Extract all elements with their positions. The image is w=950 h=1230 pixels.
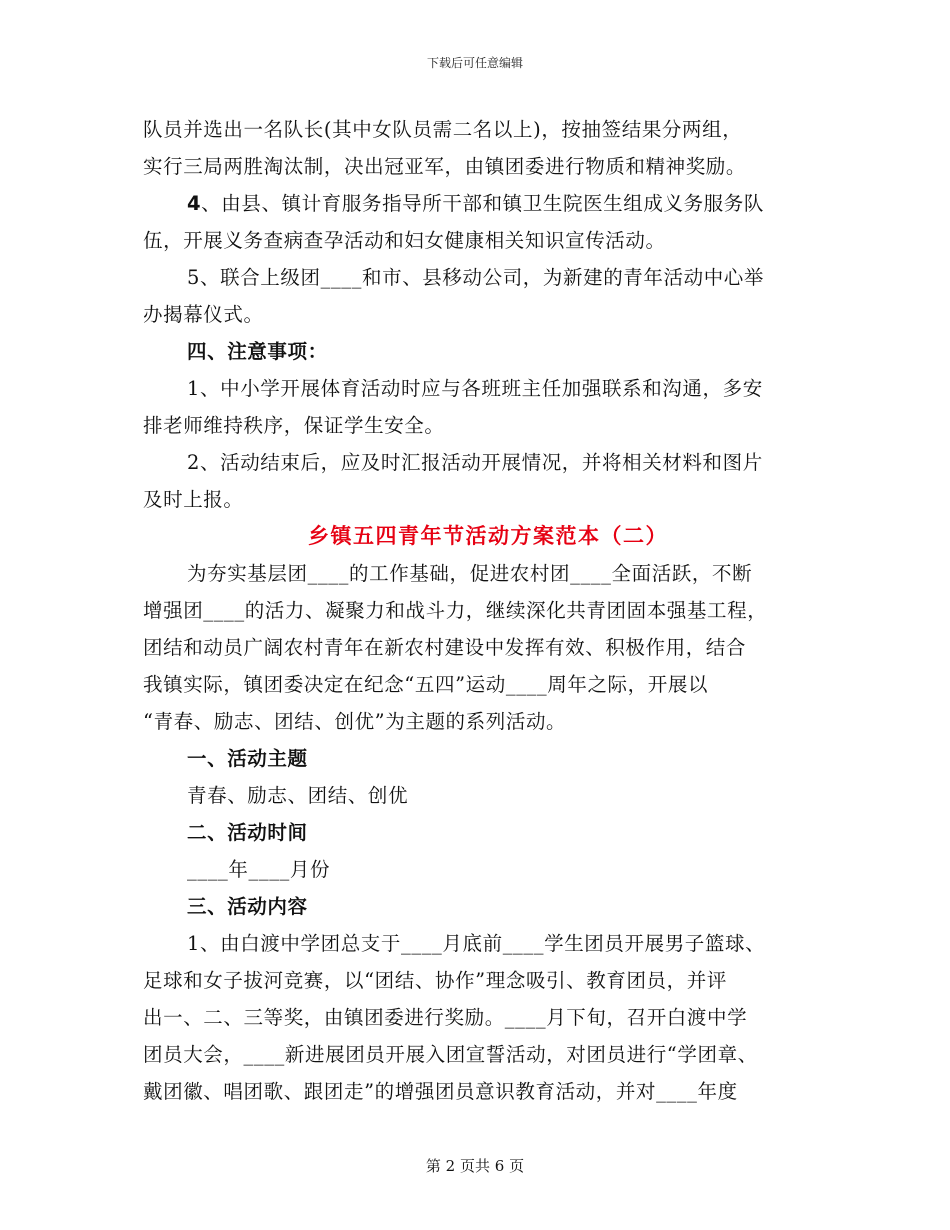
text-line	[143, 185, 813, 222]
text-line: 队员并选出一名队长(其中女队员需二名以上)，按抽签结果分两组，	[143, 118, 743, 141]
text-line: 伍，开展义务查病查孕活动和妇女健康相关知识宣传活动。	[143, 229, 666, 252]
text-line-rest: 、由县、镇计育服务指导所干部和镇卫生院医生组成义务服务队	[201, 192, 764, 215]
page-header: 下载后可任意编辑	[426, 56, 523, 70]
text-line: 增强团____的活力、凝聚力和战斗力，继续深化共青团固本强基工程，	[143, 599, 768, 622]
text-line: 团员大会，____新进展团员开展入团宣誓活动，对团员进行“学团章、	[143, 1043, 758, 1066]
text-line: 办揭幕仪式。	[143, 303, 264, 326]
section-heading: 三、活动内容	[187, 895, 308, 918]
text-line: 5、联合上级团____和市、县移动公司，为新建的青年活动中心举	[187, 266, 765, 289]
text-line: 实行三局两胜淘汰制，决出冠亚军，由镇团委进行物质和精神奖励。	[143, 155, 747, 178]
document-title: 乡镇五四青年节活动方案范本（二）	[308, 524, 668, 548]
text-line: 1、中小学开展体育活动时应与各班班主任加强联系和沟通，多安	[187, 377, 763, 400]
text-line: 1、由白渡中学团总支于____月底前____学生团员开展男子篮球、	[187, 932, 766, 955]
list-number: 4	[187, 192, 202, 215]
document-body	[143, 111, 813, 1110]
text-line: 为夯实基层团____的工作基础，促进农村团____全面活跃，不断	[187, 562, 753, 585]
text-line: 青春、励志、团结、创优	[187, 784, 409, 807]
text-line: 排老师维持秩序，保证学生安全。	[143, 414, 445, 437]
text-line: 我镇实际，镇团委决定在纪念“五四”运动____周年之际，开展以	[143, 673, 709, 696]
text-line: 及时上报。	[143, 488, 244, 511]
text-line: 团结和动员广阔农村青年在新农村建设中发挥有效、积极作用，结合	[143, 636, 747, 659]
section-heading: 四、注意事项：	[187, 340, 328, 363]
text-line: 出一、二、三等奖，由镇团委进行奖励。____月下旬，召开白渡中学	[143, 1006, 748, 1029]
text-line: 足球和女子拔河竞赛，以“团结、协作”理念吸引、教育团员，并评	[143, 969, 727, 992]
text-line: ____年____月份	[187, 858, 331, 881]
section-heading: 一、活动主题	[187, 747, 308, 770]
page-footer: 第 2 页共 6 页	[425, 1157, 525, 1175]
text-line: 2、活动结束后，应及时汇报活动开展情况，并将相关材料和图片	[187, 451, 763, 474]
text-line: 戴团徽、唱团歌、跟团走”的增强团员意识教育活动，并对____年度	[143, 1080, 738, 1103]
text-line: “青春、励志、团结、创优”为主题的系列活动。	[143, 710, 567, 733]
section-heading: 二、活动时间	[187, 821, 308, 844]
